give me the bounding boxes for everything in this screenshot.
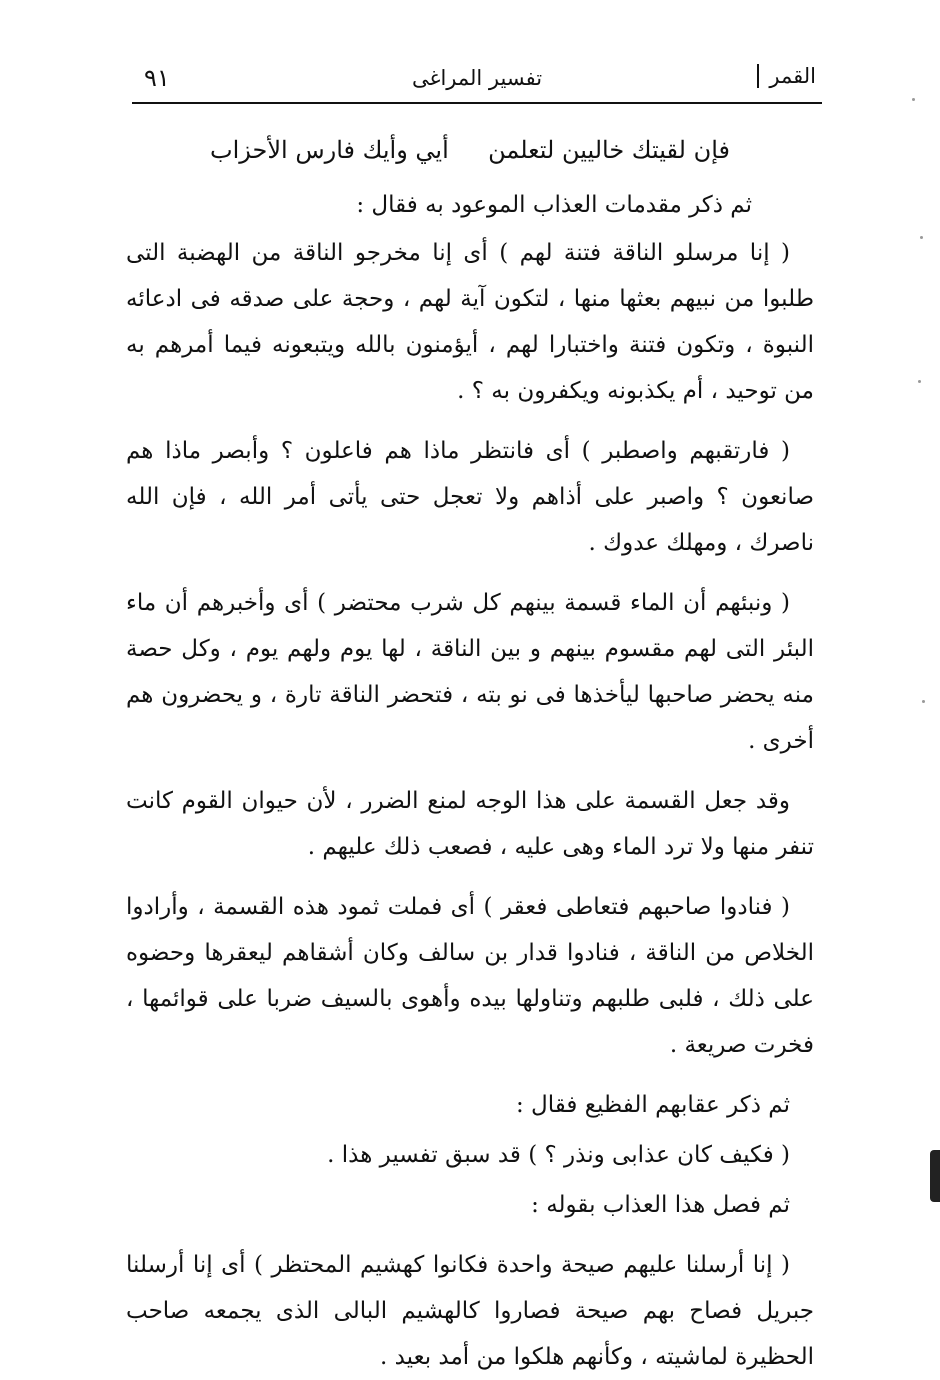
scan-speck xyxy=(918,380,921,383)
scan-speck xyxy=(922,700,925,703)
intro-line: ثم ذكر مقدمات العذاب الموعود به فقال : xyxy=(356,192,752,218)
poem-hemistich-2: أيي وأيك فارس الأحزاب xyxy=(210,136,449,164)
page-header xyxy=(132,58,822,104)
paragraph-camel-slaying: ( فنادوا صاحبهم فتعاطى فعقر ) أى فملت ثمود هذه القسمة ، وأرادوا الخلاص من الناقة ، فنادوا قدار بن سالف وكان أشقاهم ليعقرها وحضوه على ذلك ، فلبى طلبهم وتناولها بيده وأهوى بالسيف ضربا على قوائمها ، فخرت صريعة . xyxy=(126,894,814,1058)
paragraph-detail-intro: ثم فصل هذا العذاب بقوله : xyxy=(531,1192,790,1218)
paragraph-blast: ( إنا أرسلنا عليهم صيحة واحدة فكانوا كهشيم المحتظر ) أى إنا أرسلنا جبريل فصاح بهم صيحة فصاروا كالهشيم البالى الذى يجمعه صاحب الحظيرة لماشيته ، وكأنهم هلكوا من أمد بعيد . xyxy=(126,1252,814,1370)
paragraph-division-reason: وقد جعل القسمة على هذا الوجه لمنع الضرر ، لأن حيوان القوم كانت تنفر منها ولا ترد الماء وهى عليه ، فصعب ذلك عليهم . xyxy=(126,788,814,860)
paragraph-verse-reference: ( فكيف كان عذابى ونذر ؟ ) قد سبق تفسير هذا . xyxy=(327,1142,790,1168)
surah-name: القمر xyxy=(757,64,816,88)
scan-edge-mark xyxy=(930,1150,940,1202)
paragraph-punishment-intro: ثم ذكر عقابهم الفظيع فقال : xyxy=(515,1092,790,1118)
paragraph-patience: ( فارتقبهم واصطبر ) أى فانتظر ماذا هم فاعلون ؟ وأبصر ماذا هم صانعون ؟ واصبر على أذاهم ولا تعجل حتى يأتى أمر الله ، فإن الله ناصرك ، ومهلك عدوك . xyxy=(126,438,814,556)
running-title: تفسير المراغى xyxy=(411,66,543,90)
paragraph-water-division: ( ونبئهم أن الماء قسمة بينهم كل شرب محتضر ) أى وأخبرهم أن ماء البئر التى لهم مقسوم بينهم و بين الناقة ، لها يوم ولهم يوم ، وكل حصة منه يحضر صاحبها ليأخذها فى نو بته ، فتحضر الناقة تارة ، و يحضرون هم أخرى . xyxy=(126,590,814,754)
scan-speck xyxy=(912,98,915,101)
scan-speck xyxy=(920,236,923,239)
poem-verse xyxy=(210,136,730,164)
page-body xyxy=(126,182,814,1380)
poem-hemistich-1: فإن لقيتك خاليين لتعلمن xyxy=(488,136,730,164)
page-number: ٩١ xyxy=(144,64,170,92)
header-rule xyxy=(132,102,822,104)
paragraph-camel-trial: ( إنا مرسلو الناقة فتنة لهم ) أى إنا مخرجو الناقة من الهضبة التى طلبوا من نبيهم بعثها منها ، لتكون آية لهم ، وحجة على صدقه فى ادعائه النبوة ، وتكون فتنة واختبارا لهم ، أيؤمنون بالله ويتبعونه فيما أمرهم به من توحيد ، أم يكذبونه ويكفرون به ؟ . xyxy=(126,240,814,404)
